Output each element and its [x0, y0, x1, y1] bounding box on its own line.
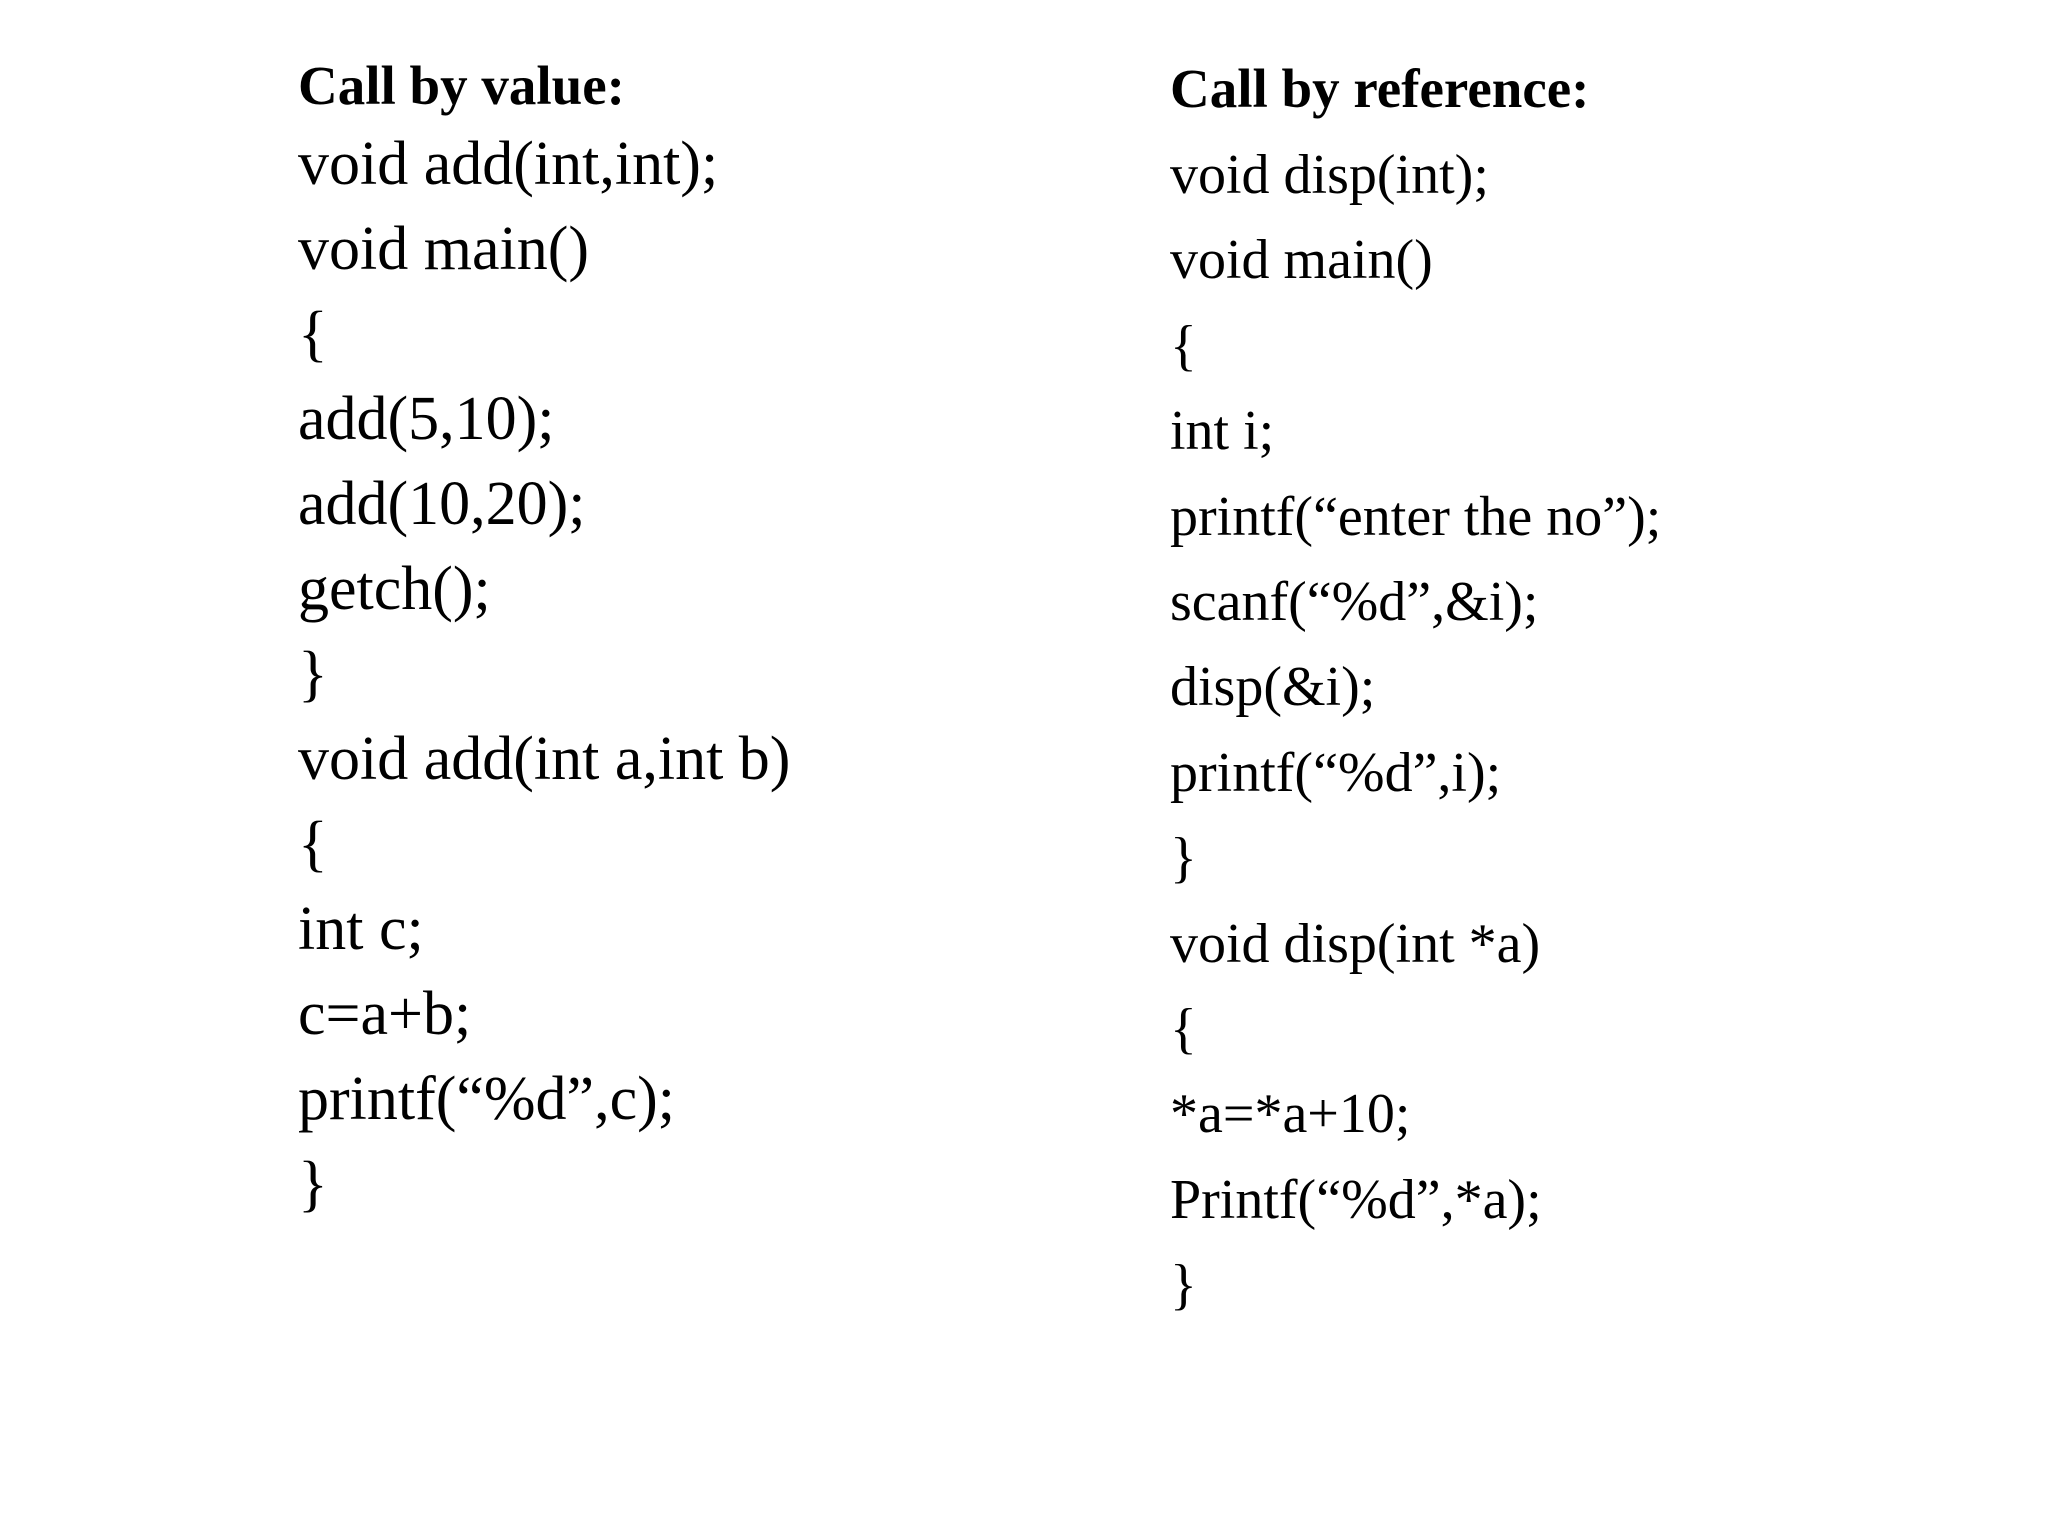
code-line: } [1170, 827, 1197, 890]
code-line: { [1170, 314, 1197, 377]
code-line: } [1170, 1254, 1197, 1317]
code-line: { [298, 810, 328, 878]
code-line: { [298, 300, 328, 368]
code-line: add(5,10); [298, 385, 555, 453]
code-line: void disp(int *a) [1170, 912, 1541, 975]
code-line: *a=*a+10; [1170, 1083, 1411, 1146]
code-line: } [298, 1150, 328, 1218]
call-by-value-heading: Call by value: [298, 55, 625, 116]
code-line: void main() [1170, 229, 1433, 292]
code-line: int i; [1170, 400, 1275, 463]
code-line: void add(int,int); [298, 130, 719, 198]
code-line: disp(&i); [1170, 656, 1376, 719]
code-line: Printf(“%d”,*a); [1170, 1168, 1542, 1231]
code-line: int c; [298, 895, 424, 963]
code-line: printf(“%d”,c); [298, 1065, 675, 1133]
call-by-value-code [298, 130, 791, 1238]
code-line: scanf(“%d”,&i); [1170, 570, 1539, 633]
code-line: void main() [298, 215, 589, 283]
call-by-reference-code [1170, 144, 1662, 1342]
code-line: { [1170, 997, 1197, 1060]
code-line: getch(); [298, 555, 491, 623]
code-line: printf(“%d”,i); [1170, 741, 1502, 804]
code-line: void add(int a,int b) [298, 725, 791, 793]
code-line: } [298, 640, 328, 708]
code-line: void disp(int); [1170, 144, 1489, 206]
code-line: printf(“enter the no”); [1170, 485, 1662, 548]
code-line: add(10,20); [298, 470, 586, 538]
code-line: c=a+b; [298, 980, 472, 1048]
call-by-reference-heading: Call by reference: [1170, 58, 1590, 119]
